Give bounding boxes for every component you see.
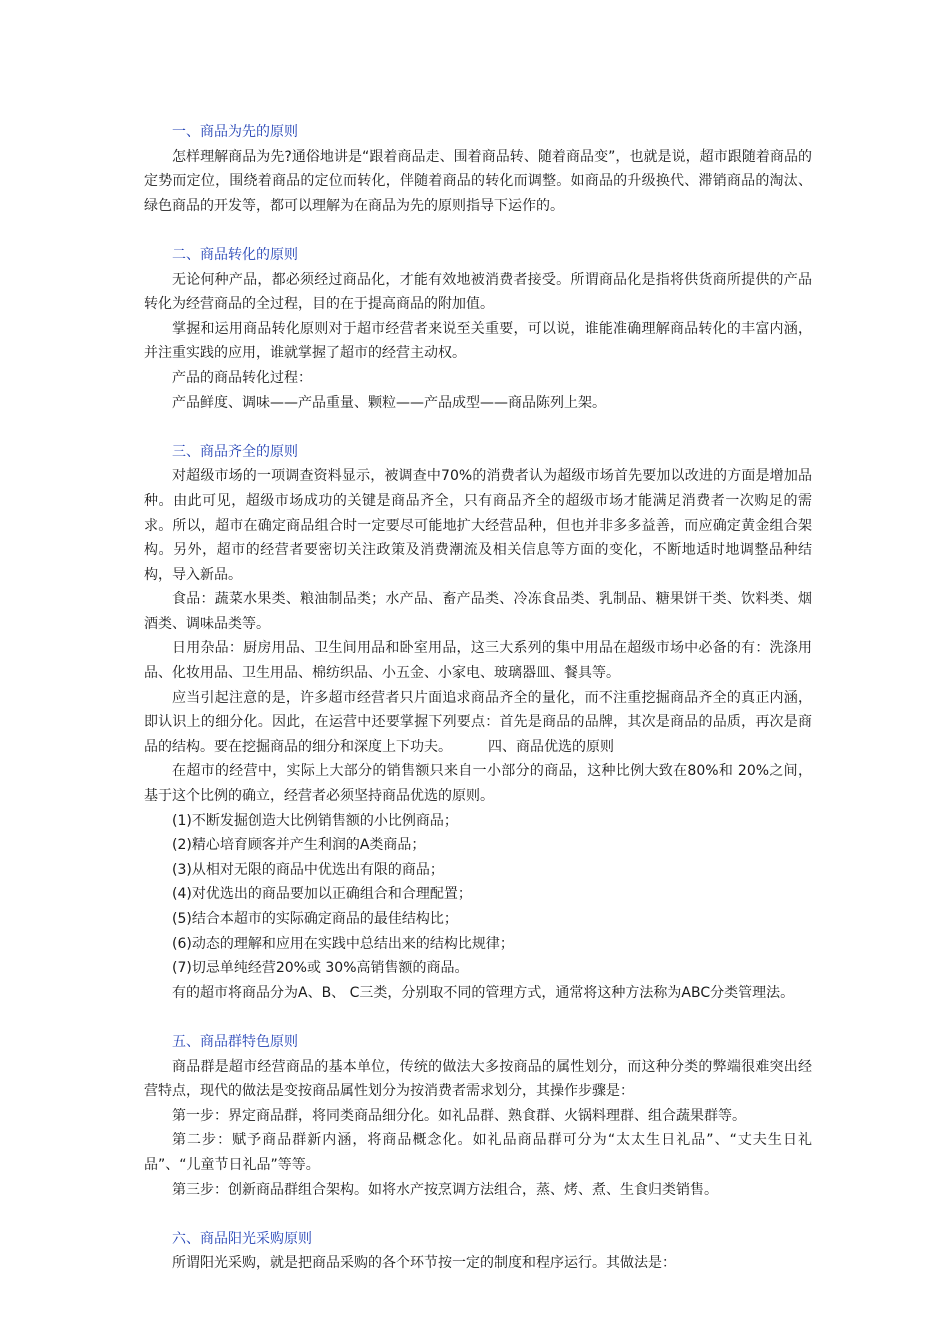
document-body: [144, 120, 812, 1276]
section-heading-6: 六、商品阳光采购原则: [172, 1230, 312, 1247]
paragraph: 食品：蔬菜水果类、粮油制品类；水产品、畜产品类、冷冻食品类、乳制品、糖果饼干类、饮料类、烟酒类、调味品类等。: [144, 591, 812, 632]
list-item: (1)不断发掘创造大比例销售额的小比例商品；: [172, 812, 458, 829]
paragraph: 商品群是超市经营商品的基本单位，传统的做法大多按商品的属性划分，而这种分类的弊端很难突出经营特点，现代的做法是变按商品属性划分为按消费者需求划分，其操作步骤是：: [144, 1058, 812, 1100]
paragraph: 所谓阳光采购，就是把商品采购的各个环节按一定的制度和程序运行。其做法是：: [172, 1255, 676, 1272]
paragraph: 第一步：界定商品群，将同类商品细分化。如礼品群、熟食群、火锅料理群、组合蔬果群等。: [172, 1107, 746, 1124]
paragraph: 掌握和运用商品转化原则对于超市经营者来说至关重要，可以说，谁能准确理解商品转化的丰富内涵，并注重实践的应用，谁就掌握了超市的经营主动权。: [144, 320, 812, 362]
paragraph: [144, 686, 812, 760]
section-heading-3: 三、商品齐全的原则: [172, 443, 298, 460]
section-heading-1: 一、商品为先的原则: [172, 124, 298, 140]
paragraph: 产品的商品转化过程：: [172, 369, 312, 386]
section-heading-2: 二、商品转化的原则: [172, 246, 298, 263]
paragraph: 产品鲜度、调味——产品重量、颗粒——产品成型——商品陈列上架。: [172, 394, 606, 411]
list-item: (2)精心培育顾客并产生利润的A类商品；: [172, 837, 426, 854]
list-item: (6)动态的理解和应用在实践中总结出来的结构比规律；: [172, 935, 514, 952]
paragraph: 日用杂品：厨房用品、卫生间用品和卧室用品，这三大系列的集中用品在超级市场中必备的有：洗涤用品、化妆用品、卫生用品、棉纺织品、小五金、小家电、玻璃器皿、餐具等。: [144, 640, 812, 682]
list-item: (5)结合本超市的实际确定商品的最佳结构比；: [172, 911, 458, 927]
list-item: (7)切忌单纯经营20%或 30%高销售额的商品。: [172, 960, 469, 977]
paragraph: 第二步：赋予商品群新内涵，将商品概念化。如礼品商品群可分为“太太生日礼品”、“丈夫生日礼品”、“儿童节日礼品”等等。: [144, 1132, 812, 1173]
paragraph: 有的超市将商品分为A、B、 C三类，分别取不同的管理方式，通常将这种方法称为ABC分类管理法。: [172, 984, 795, 1001]
paragraph: 无论何种产品，都必须经过商品化，才能有效地被消费者接受。所谓商品化是指将供货商所提供的产品转化为经营商品的全过程，目的在于提高商品的附加值。: [144, 271, 812, 313]
section-heading-5: 五、商品群特色原则: [172, 1033, 298, 1050]
paragraph: 怎样理解商品为先?通俗地讲是“跟着商品走、围着商品转、随着商品变”，也就是说，超市跟随着商品的定势而定位，围绕着商品的定位而转化，伴随着商品的转化而调整。如商品的升级换代、滞销商品的淘汰、绿色商品的开发等，都可以理解为在商品为先的原则指导下运作的。: [144, 148, 812, 214]
paragraph: 第三步：创新商品群组合架构。如将水产按烹调方法组合，蒸、烤、煮、生食归类销售。: [172, 1181, 718, 1198]
paragraph: 对超级市场的一项调查资料显示，被调查中70%的消费者认为超级市场首先要加以改进的方面是增加品种。由此可见，超级市场成功的关键是商品齐全，只有商品齐全的超级市场才能满足消费者一次购足的需求。所以，超市在确定商品组合时一定要尽可能地扩大经营品种，但也并非多多益善，而应确定黄金组合架构。另外，超市的经营者要密切关注政策及消费潮流及相关信息等方面的变化，不断地适时地调整品种结构，导入新品。: [144, 468, 812, 583]
paragraph: 在超市的经营中，实际上大部分的销售额只来自一小部分的商品，这种比例大致在80%和 20%之间，基于这个比例的确立，经营者必须坚持商品优选的原则。: [144, 763, 812, 805]
paragraph-text: 应当引起注意的是，许多超市经营者只片面追求商品齐全的量化，而不注重挖掘商品齐全的真正内涵，即认识上的细分化。因此，在运营中还要掌握下列要点：首先是商品的品牌，其次是商品的品质，再次是商品的结构。要在挖掘商品的细分和深度上下功夫。: [144, 689, 812, 755]
list-item: (4)对优选出的商品要加以正确组合和合理配置；: [172, 886, 472, 903]
list-item: (3)从相对无限的商品中优选出有限的商品；: [172, 861, 444, 878]
section-heading-4: 四、商品优选的原则: [488, 738, 614, 755]
